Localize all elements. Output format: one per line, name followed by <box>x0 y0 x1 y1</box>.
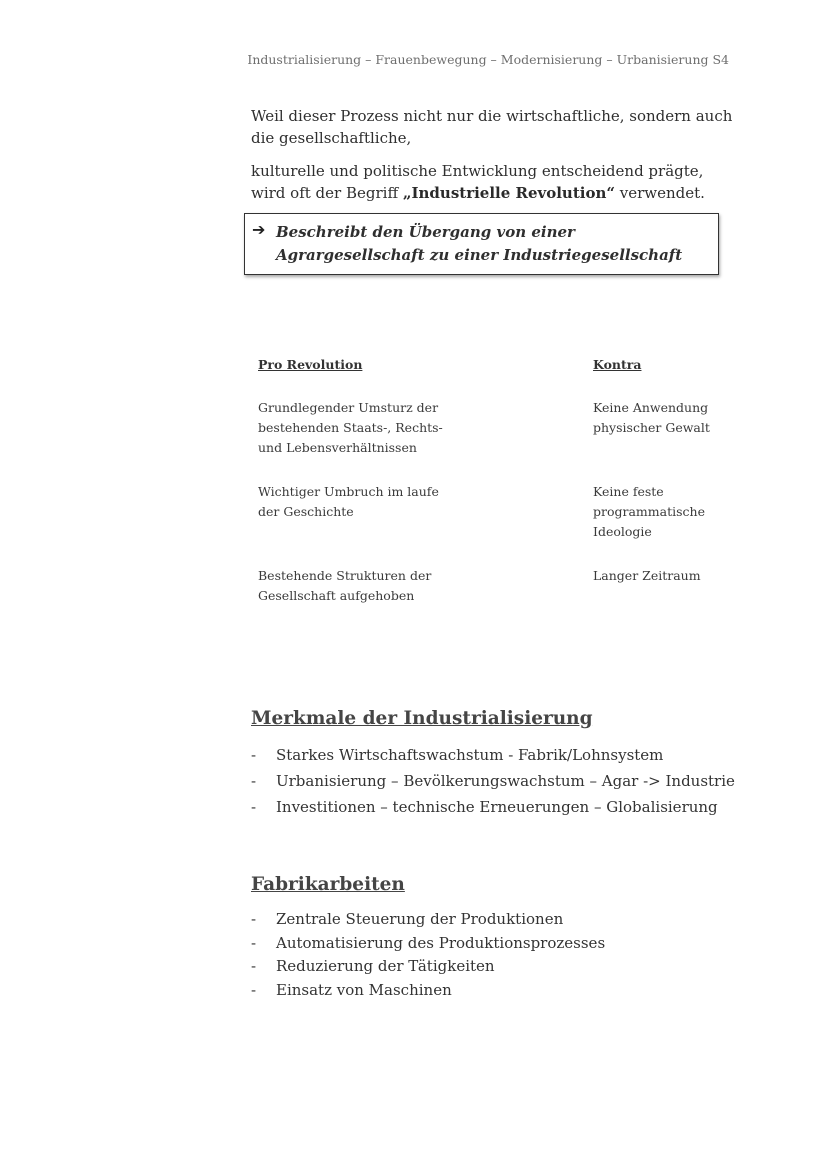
dash-bullet: - <box>251 746 257 764</box>
arrow-right-icon: ➔ <box>252 220 266 239</box>
dash-bullet: - <box>251 933 257 952</box>
kontra-item: Keine feste programmatische Ideologie <box>593 484 705 539</box>
list-item <box>251 768 751 794</box>
list-item <box>251 908 751 932</box>
intro-paragraph <box>251 105 741 215</box>
list-item <box>251 794 751 820</box>
list-item-text: Investitionen – technische Erneuerungen – Globalisierung <box>276 798 718 816</box>
list-item-text: Reduzierung der Tätigkeiten <box>276 957 495 975</box>
merkmale-section <box>251 708 751 820</box>
list-item-text: Starkes Wirtschaftswachstum - Fabrik/Lohnsystem <box>276 746 664 764</box>
industrial-revolution-term: „Industrielle Revolution“ <box>402 184 615 202</box>
list-item-text: Einsatz von Maschinen <box>276 980 452 999</box>
dash-bullet: - <box>251 910 257 928</box>
fabrikarbeiten-section <box>251 874 751 1002</box>
list-item-text: Zentrale Steuerung der Produktionen <box>276 910 564 928</box>
fabrikarbeiten-list <box>251 908 751 1002</box>
list-item-text: Automatisierung des Produktionsprozesses <box>276 933 606 952</box>
kontra-item: Keine Anwendung physischer Gewalt <box>593 400 710 435</box>
intro-line-2-before: kulturelle und politische Entwicklung entscheidend prägte, wird oft der Begriff <box>251 162 704 202</box>
intro-line-1: Weil dieser Prozess nicht nur die wirtschaftliche, sondern auch die gesellschaftliche, <box>251 107 733 147</box>
pro-item: Grundlegender Umsturz der bestehenden Staats-, Rechts- und Lebensverhältnissen <box>258 400 443 455</box>
list-item-text: Urbanisierung – Bevölkerungswachstum – Agar -> Industrie <box>276 772 735 790</box>
dash-bullet: - <box>251 772 257 790</box>
dash-bullet: - <box>251 798 257 816</box>
list-item <box>251 955 751 979</box>
pro-item: Bestehende Strukturen der Gesellschaft aufgehoben <box>258 568 432 603</box>
callout-text: Beschreibt den Übergang von einer Agrargesellschaft zu einer Industriegesellschaft <box>276 223 683 264</box>
pro-heading: Pro Revolution <box>258 357 363 372</box>
intro-line-2-after: verwendet. <box>615 184 705 202</box>
kontra-heading: Kontra <box>593 357 642 372</box>
merkmale-list <box>251 742 751 820</box>
definition-callout-box <box>244 213 719 275</box>
list-item <box>251 742 751 768</box>
list-item <box>251 979 751 1003</box>
list-item <box>251 932 751 956</box>
intro-line-2 <box>251 160 741 204</box>
pro-column <box>258 355 458 650</box>
dash-bullet: - <box>251 980 257 999</box>
running-header: Industrialisierung – Frauenbewegung – Modernisierung – Urbanisierung S4 <box>247 52 729 67</box>
kontra-column <box>593 355 723 650</box>
dash-bullet: - <box>251 957 257 975</box>
fabrikarbeiten-heading: Fabrikarbeiten <box>251 874 405 895</box>
pro-item: Wichtiger Umbruch im laufe der Geschichte <box>258 484 439 519</box>
merkmale-heading: Merkmale der Industrialisierung <box>251 708 593 729</box>
kontra-item: Langer Zeitraum <box>593 568 701 583</box>
